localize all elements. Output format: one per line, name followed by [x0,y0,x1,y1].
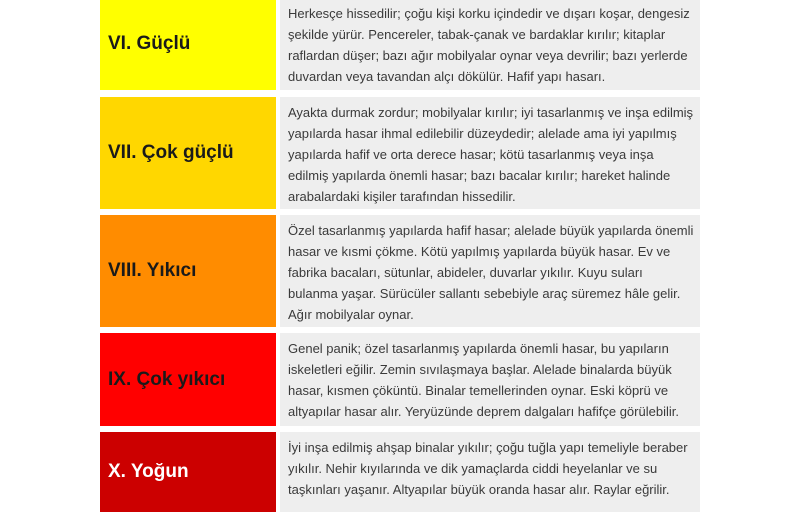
intensity-level-label: IX. Çok yıkıcı [108,368,226,390]
table-row [100,215,700,327]
intensity-description: Özel tasarlanmış yapılarda hafif hasar; alelade büyük yapılarda önemli hasar ve kısmi çökme. Kötü yapılmış yapılarda büyük hasar. Ev ve fabrika bacaları, sütunlar, abideler, duvarlar yıkılır. Kuyu suları bulanma yaşar. Sürücüler sallantı sebebiyle araç süremez hâle gelir. Ağır mobilyalar oynar. [288,223,694,322]
intensity-level-label: VI. Güçlü [108,33,191,54]
intensity-description-cell [280,215,700,327]
intensity-level-cell [100,215,276,327]
table-row [100,0,700,90]
intensity-level-cell [100,333,276,426]
intensity-level-label: X. Yoğun [108,461,189,482]
table-row [100,432,700,512]
intensity-description: Genel panik; özel tasarlanmış yapılarda önemli hasar, bu yapıların iskeletleri eğilir. Zemin sıvılaşmaya başlar. Alelade binalarda büyük hasar, kısmen çöküntü. Binalar temellerinden oynar. Eski köprü ve altyapılar hasar alır. Yeryüzünde deprem dalgaları hafifçe görülebilir. [288,341,679,419]
intensity-description-cell [280,0,700,90]
intensity-description-cell [280,97,700,209]
intensity-description: Herkesçe hissedilir; çoğu kişi korku içindedir ve dışarı koşar, dengesiz şekilde yürür. Pencereler, tabak-çanak ve bardaklar kırılır; kitaplar raflardan düşer; bazı ağır mobilyalar oynar veya devrilir; bazı yerlerde duvardan veya tavandan alçı dökülür. Hafif yapı hasarı. [288,6,690,84]
table-row [100,97,700,209]
table-row [100,333,700,426]
intensity-level-label: VII. Çok güçlü [108,142,234,163]
intensity-description-cell [280,333,700,426]
intensity-description: İyi inşa edilmiş ahşap binalar yıkılır; çoğu tuğla yapı temeliyle beraber yıkılır. Nehir kıyılarında ve dik yamaçlarda ciddi heyelanlar ve su taşkınları yaşanır. Altyapılar büyük oranda hasar alır. Raylar eğrilir. [288,440,688,497]
intensity-description: Ayakta durmak zordur; mobilyalar kırılır; iyi tasarlanmış ve inşa edilmiş yapılarda hasar ihmal edilebilir düzeydedir; alelade ama iyi yapılmış yapılarda hafif ve orta derece hasar; kötü tasarlanmış veya inşa edilmiş yapılarda önemli hasar; bazı bacalar kırılır; hareket halinde arabalardaki kişiler tarafından hissedilir. [288,105,694,204]
intensity-description-cell [280,432,700,512]
intensity-level-label: VIII. Yıkıcı [108,260,197,281]
intensity-level-cell [100,97,276,209]
intensity-level-cell [100,432,276,512]
intensity-level-cell [100,0,276,90]
